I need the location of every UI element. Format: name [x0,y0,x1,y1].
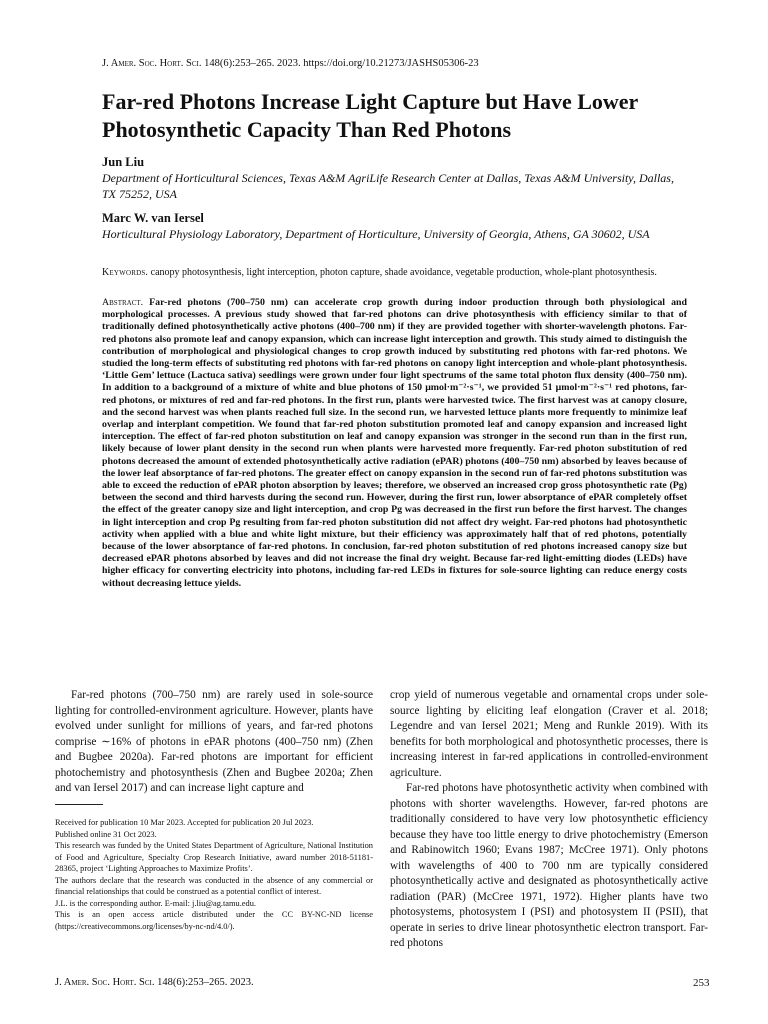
footer-journal-abbrev: J. Amer. Soc. Hort. Sci. [55,977,155,988]
author-name: Marc W. van Iersel [102,211,204,225]
body-right-column [390,688,708,952]
abstract-label: Abstract. [102,297,144,308]
body-paragraph: Far-red photons (700–750 nm) are rarely used in sole-source lighting for controlled-environment agriculture. However, plants have evolved under sunlight for millions of years, and far-red photons comprise ∼16% of photons in ePAR photons (400–750 nm) (Zhen and Bugbee 2020a). Far-red photons are important for efficient photochemistry and photosynthesis (Zhen and Bugbee 2020a; Zhen and van Iersel 2017) and can increase light capture and [55,689,373,794]
body-paragraph: Far-red photons have photosynthetic activity when combined with photons with shorter wavelengths. However, far-red photons are traditionally considered to have very low photosynthetic efficiency because they have too little energy to drive photochemistry (Emerson and Rabinowitch 1960; Evans 1987; McCree 1971). Only photons with wavelengths of 400 to 700 nm are typically considered photosynthetically active and designated as photosynthetically active radiation (PAR) (McCree 1971, 1972). Higher plants have two photosystems, photosystem I (PSI) and photosystem II (PSII), that operate in series to drive linear photosynthetic electron transport. Far-red photons [390,782,708,949]
footnote-license: This is an open access article distributed under the CC BY-NC-ND license (https://creativecommons.org/licenses/by-nc-nd/4.0/). [55,910,373,931]
footnote-received: Received for publication 10 Mar 2023. Accepted for publication 20 Jul 2023. [55,818,314,827]
abstract [102,297,687,590]
author-affiliation: Horticultural Physiology Laboratory, Department of Horticulture, University of Georgia, Athens, GA 30602, USA [102,227,650,241]
keywords [102,265,687,280]
body-left-column [55,688,373,797]
author-block-1 [102,154,687,202]
keywords-label: Keywords. [102,267,149,278]
running-head [102,58,479,69]
page-number: 253 [693,977,710,989]
abstract-text: Far-red photons (700–750 nm) can accelerate crop growth during indoor production through both physiological and morphological processes. A previous study showed that far-red photons can drive photosynthesis with efficiency similar to that of traditionally defined photosynthetically active photons (400–700 nm) if they are provided together with shorter-wavelength photons. Far-red photons also promote leaf and canopy expansion, which can increase light interception and growth. This study aimed to distinguish the contribution of morphological and physiological changes to crop growth induced by substituting red photons with far-red photons. We studied the long-term effects of substituting red photons with far-red photons on canopy light interception and whole-plant photosynthesis. ‘Little Gem’ lettuce (Lactuca sativa) seedlings were grown under four light spectrums of the same total photon flux density (400–750 nm). In addition to a background of a mixture of white and blue photons of 150 μmol·m⁻²·s⁻¹, we provided 51 μmol·m⁻²·s⁻¹ red photons, far-red photons, or mixtures of red and far-red photons. In the first run, plants were harvested twice. The first harvest was at canopy closure, and the second harvest was when plants reached full size. In the second run, we harvested lettuce plants more frequently to minimize leaf overlap and interplant competition. We found that far-red photon substitution promoted leaf and canopy expansion and increased light interception. The effect of far-red photon substitution on leaf and canopy expansion was stronger in the second run than in the first run, likely because of lower plant density in the second run when plants were harvested more frequently. Far-red photon substitution of red photons decreased the amount of extended photosynthetically active radiation (ePAR) photons (400–750 nm) absorbed by leaves because of the lower leaf absorptance of far-red photons. The greater effect on canopy expansion in the second run of far-red photons substitution was able to exceed the reduction of ePAR photon absorption by leaves; therefore, we observed an increased crop gross photosynthetic rate (Pg) between the second and third harvests during the second run. However, during the first run, lower absorptance of ePAR completely offset the effect of the greater canopy size and light interception, and crop Pg was decreased in the first run before the first harvest. The changes in light interception and crop Pg resulting from far-red photon substitution did not affect dry weight. Far-red photons had photosynthetic activity when applied with a blue and white light mixture, but their efficiency was approximately half that of red photons, potentially because of the lower absorptance of far-red photons. In conclusion, far-red photon substitution of red photons increased canopy size but decreased ePAR photons absorbed by leaves and did not increase the final dry weight. Because far-red light-emitting diodes (LEDs) have higher efficacy for converting electricity into photons, including far-red LEDs in fixtures for sole-source lighting can reduce energy costs without decreasing lettuce yields. [102,297,687,589]
citation-doi: 148(6):253–265. 2023. https://doi.org/10.21273/JASHS05306-23 [201,58,479,69]
page-footer-citation [55,977,254,988]
footnote-published: Published online 31 Oct 2023. [55,829,157,839]
keywords-text: canopy photosynthesis, light interception, photon capture, shade avoidance, vegetable production, whole-plant photosynthesis. [148,267,657,278]
footer-citation: 148(6):253–265. 2023. [154,977,254,988]
footnote-conflict: The authors declare that the research was conducted in the absence of any commercial or financial relationships that could be construed as a potential conflict of interest. [55,875,373,896]
journal-abbrev: J. Amer. Soc. Hort. Sci. [102,58,202,69]
footnote-corresponding: J.L. is the corresponding author. E-mail: j.liu@ag.tamu.edu. [55,898,256,908]
footnote-funding: This research was funded by the United States Department of Agriculture, National Institution of Food and Agriculture, Specialty Crop Research Initiative, award number 2018-51181-28365, project ‘Lighting Approaches to Maximize Profits’. [55,841,373,873]
footnote-divider [55,804,103,805]
author-affiliation: Department of Horticultural Sciences, Texas A&M AgriLife Research Center at Dallas, Texas A&M University, Dallas, TX 75252, USA [102,171,674,201]
body-paragraph: crop yield of numerous vegetable and ornamental crops under sole-source lighting by eliciting leaf elongation (Craver et al. 2018; Legendre and van Iersel 2021; Meng and Runkle 2019). With its benefits for both morphological and photosynthetic processes, there is increasing interest in far-red applications in controlled-environment agriculture. [390,689,708,779]
footnotes [55,817,373,932]
paper-title: Far-red Photons Increase Light Capture but Have Lower Photosynthetic Capacity Than Red Photons [102,89,638,142]
author-name: Jun Liu [102,155,145,169]
author-block-2 [102,210,687,242]
